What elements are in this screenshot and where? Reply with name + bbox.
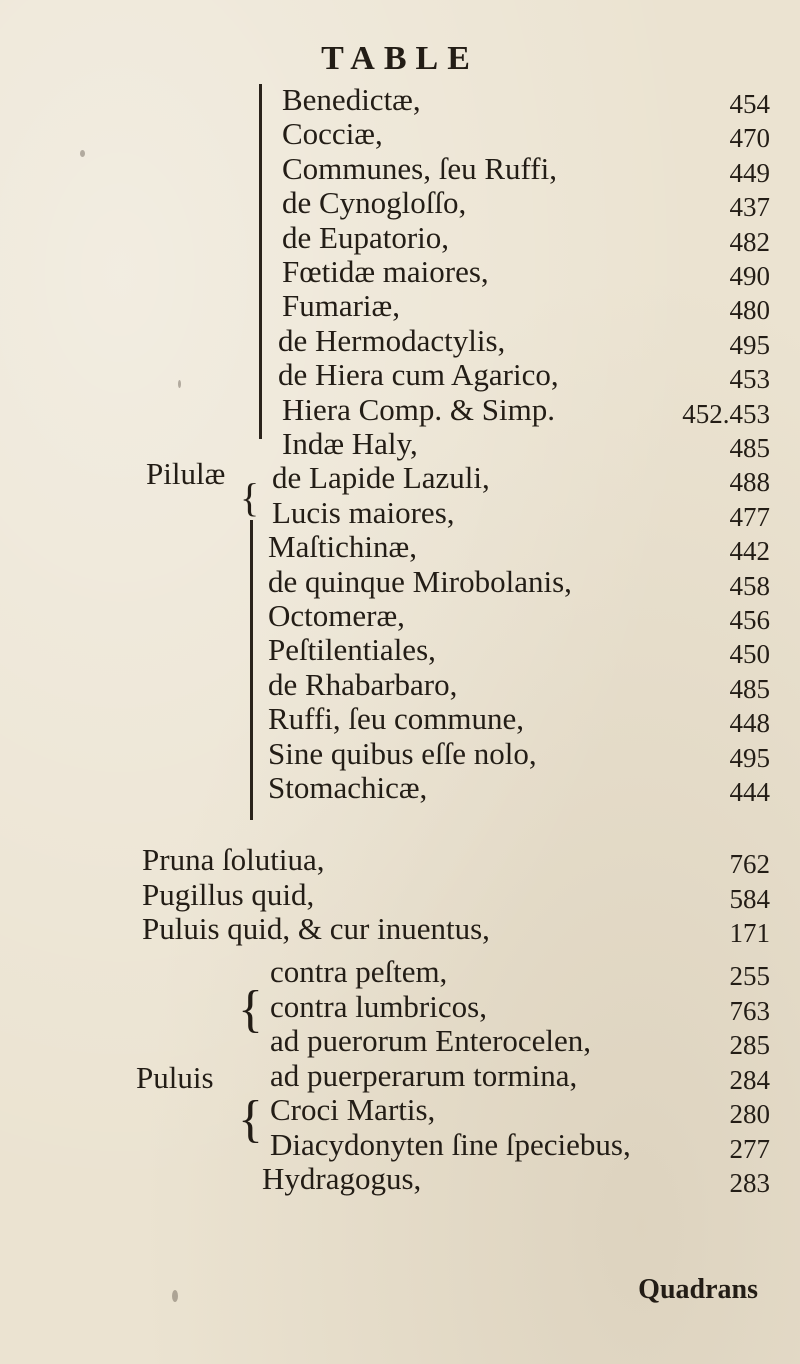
entry-text: Puluis quid, & cur inuentus, [142,911,490,946]
entry-page: 495 [729,329,770,360]
entry-text: Hiera Comp. & Simp. [282,391,555,427]
group-label-pilulae: Pilulæ [146,456,226,491]
entry-page: 284 [729,1064,770,1095]
entry-page: 488 [729,467,770,498]
entry-text: contra lumbricos, [270,988,487,1024]
entry-text: de Hermodactylis, [278,322,506,358]
entry-text: Communes, ſeu Ruffi, [282,150,557,186]
entry-text: Lucis maiores, [272,494,455,530]
entry-page: 280 [729,1099,770,1129]
brace-glyph: { [238,1091,263,1148]
entry-page: 454 [729,89,770,119]
entry-page: 442 [729,536,770,567]
paper-speck [80,150,85,157]
entry-page: 449 [729,157,770,188]
entry-page: 277 [729,1133,770,1164]
entry-page: 448 [729,708,770,739]
entry-page: 485 [729,433,770,463]
entry-text: Maſtichinæ, [268,529,417,565]
brace-glyph: { [240,475,260,520]
paper-speck [178,380,181,388]
entry-page: 171 [729,918,770,948]
entry-text: Octomeræ, [268,598,405,633]
entry-text: de Lapide Lazuli, [272,460,490,496]
page-heading: TABLE [321,40,479,77]
entry-page: 452.453 [682,398,770,429]
entry-page: 762 [729,849,770,879]
entry-page: 437 [729,192,770,223]
entry-text: de Cynogloſſo, [282,185,467,221]
entry-page: 482 [729,226,770,257]
entry-text: ad puerorum Enterocelen, [270,1023,592,1058]
entry-text: Fumariæ, [282,288,400,324]
entry-text: de Rhabarbaro, [268,666,458,702]
entry-text: Indæ Haly, [282,426,418,461]
entry-text: contra peſtem, [270,954,448,989]
entry-page: 485 [729,673,770,704]
entry-text: Pugillus quid, [142,876,315,912]
brace-glyph: { [238,981,263,1038]
entry-text: Cocciæ, [282,116,383,152]
entry-page: 255 [729,961,770,991]
bracket-line [259,84,262,439]
entry-text: Stomachicæ, [268,770,428,805]
entry-page: 477 [729,501,770,532]
entry-text: de Eupatorio, [282,219,450,255]
entry-text: ad puerperarum tormina, [270,1057,578,1093]
entry-page: 285 [729,1030,770,1060]
group-label-puluis: Puluis [136,1060,214,1095]
entry-page: 458 [729,570,770,601]
entry-page: 490 [729,261,770,291]
entry-page: 495 [729,742,770,773]
bracket-line [250,520,253,820]
entry-text: Fœtidæ maiores, [282,254,489,289]
entry-page: 470 [729,123,770,154]
entry-text: de quinque Mirobolanis, [268,563,572,599]
entry-page: 453 [729,364,770,395]
entry-page: 763 [729,995,770,1026]
paper-speck [172,1290,178,1302]
entry-page: 444 [729,777,770,807]
entry-text: Benedictæ, [282,82,421,117]
entry-text: de Hiera cum Agarico, [278,357,559,393]
entry-page: 480 [729,295,770,326]
entry-text: Pruna ſolutiua, [142,842,325,877]
entry-page: 450 [729,639,770,670]
entry-text: Peſtilentiales, [268,632,436,668]
entry-page: 283 [729,1168,770,1198]
entry-text: Ruffi, ſeu commune, [268,701,524,737]
entry-page: 584 [729,883,770,914]
entry-text: Hydragogus, [262,1161,422,1196]
entry-page: 456 [729,605,770,635]
entry-text: Croci Martis, [270,1092,436,1127]
entry-text: Sine quibus eſſe nolo, [268,735,537,771]
entry-text: Diacydonyten ſine ſpeciebus, [270,1126,631,1162]
catchword: Quadrans [638,1274,758,1305]
